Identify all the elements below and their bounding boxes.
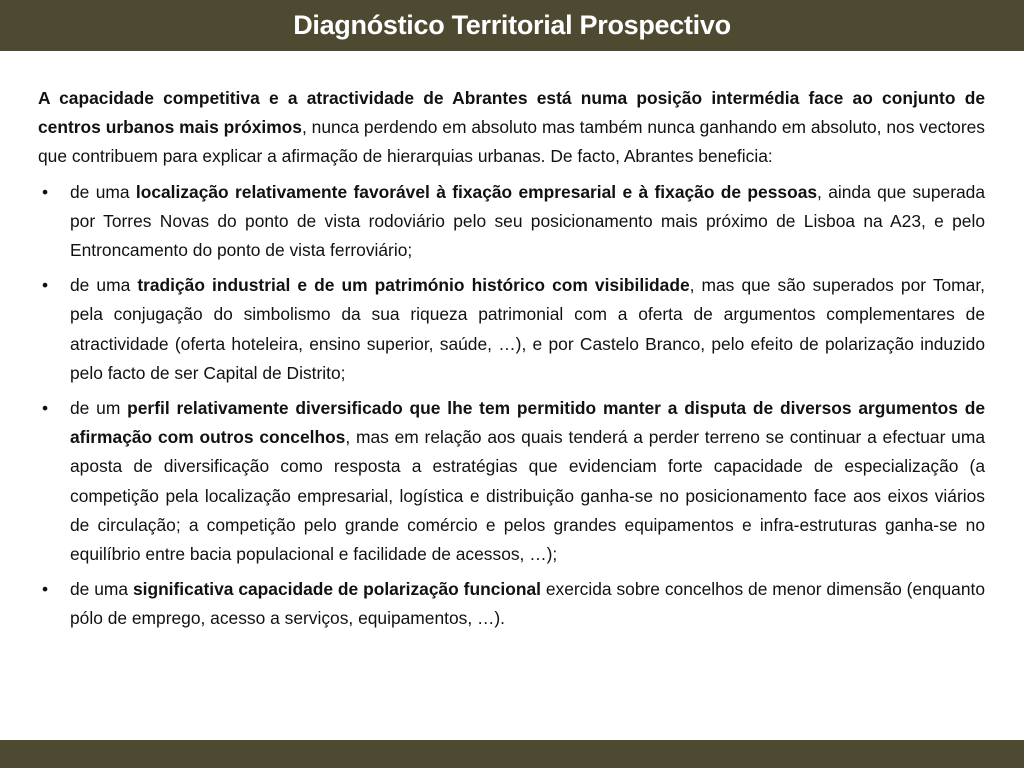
slide-content <box>38 84 985 640</box>
bullet-text-rest: , mas que são superados por Tomar, pela conjugação do simbolismo da sua riqueza patrimonial com a oferta de argumentos complementares de atractividade (oferta hoteleira, ensino superior, saúde, …), e por Castelo Branco, pelo efeito de polarização induzido pelo facto de ser Capital de Distrito; <box>70 275 986 383</box>
bullet-text-lead: de uma <box>70 275 138 296</box>
bullet-text-lead: de uma <box>70 181 136 202</box>
bullet-item <box>38 178 985 266</box>
slide-title: Diagnóstico Territorial Prospectivo <box>293 10 731 40</box>
footer-bar <box>0 740 1024 768</box>
bullet-text-bold: tradição industrial e de um património histórico com visibilidade <box>137 275 690 296</box>
intro-bold-text: A capacidade competitiva e a atractividade de Abrantes está numa posição intermédia face ao conjunto de centros urbanos mais próximos <box>38 88 985 138</box>
bullet-text-lead: de uma <box>70 579 133 600</box>
bullet-icon: • <box>41 181 49 202</box>
bullet-text-lead: de um <box>70 398 128 419</box>
bullet-text-rest: , mas em relação aos quais tenderá a perder terreno se continuar a efectuar uma aposta de diversificação como resposta a estratégias que evidenciam forte capacidade de especialização (a competição pela localização empresarial, logística e distribuição ganha-se no posicionamento face aos eixos viários de circulação; a competição pelo grande comércio e pelos grandes equipamentos e infra-estruturas ganha-se no equilíbrio entre bacia populacional e facilidade de acessos, …); <box>70 427 985 565</box>
bullet-text-rest: exercida sobre concelhos de menor dimensão (enquanto pólo de emprego, acesso a serviços, equipamentos, …). <box>70 579 986 629</box>
bullet-text-bold: perfil relativamente diversificado que lhe tem permitido manter a disputa de diversos argumentos de afirmação com outros concelhos <box>70 398 985 448</box>
bullet-item <box>38 271 985 388</box>
bullet-text-bold: significativa capacidade de polarização funcional <box>132 579 541 600</box>
bullet-icon: • <box>41 275 49 296</box>
title-bar <box>0 0 1024 51</box>
intro-text: , nunca perdendo em absoluto mas também nunca ganhando em absoluto, nos vectores que contribuem para explicar a afirmação de hierarquias urbanas. De facto, Abrantes beneficia: <box>38 117 985 167</box>
bullet-text-rest: , ainda que superada por Torres Novas do ponto de vista rodoviário pelo seu posicionamento mais próximo de Lisboa na A23, e pelo Entroncamento do ponto de vista ferroviário; <box>70 181 985 261</box>
bullet-list <box>38 178 985 634</box>
bullet-icon: • <box>41 579 49 600</box>
bullet-item <box>38 394 985 569</box>
bullet-item <box>38 575 985 633</box>
intro-paragraph <box>38 84 985 172</box>
bullet-icon: • <box>41 398 49 419</box>
bullet-text-bold: localização relativamente favorável à fixação empresarial e à fixação de pessoas <box>135 181 818 202</box>
